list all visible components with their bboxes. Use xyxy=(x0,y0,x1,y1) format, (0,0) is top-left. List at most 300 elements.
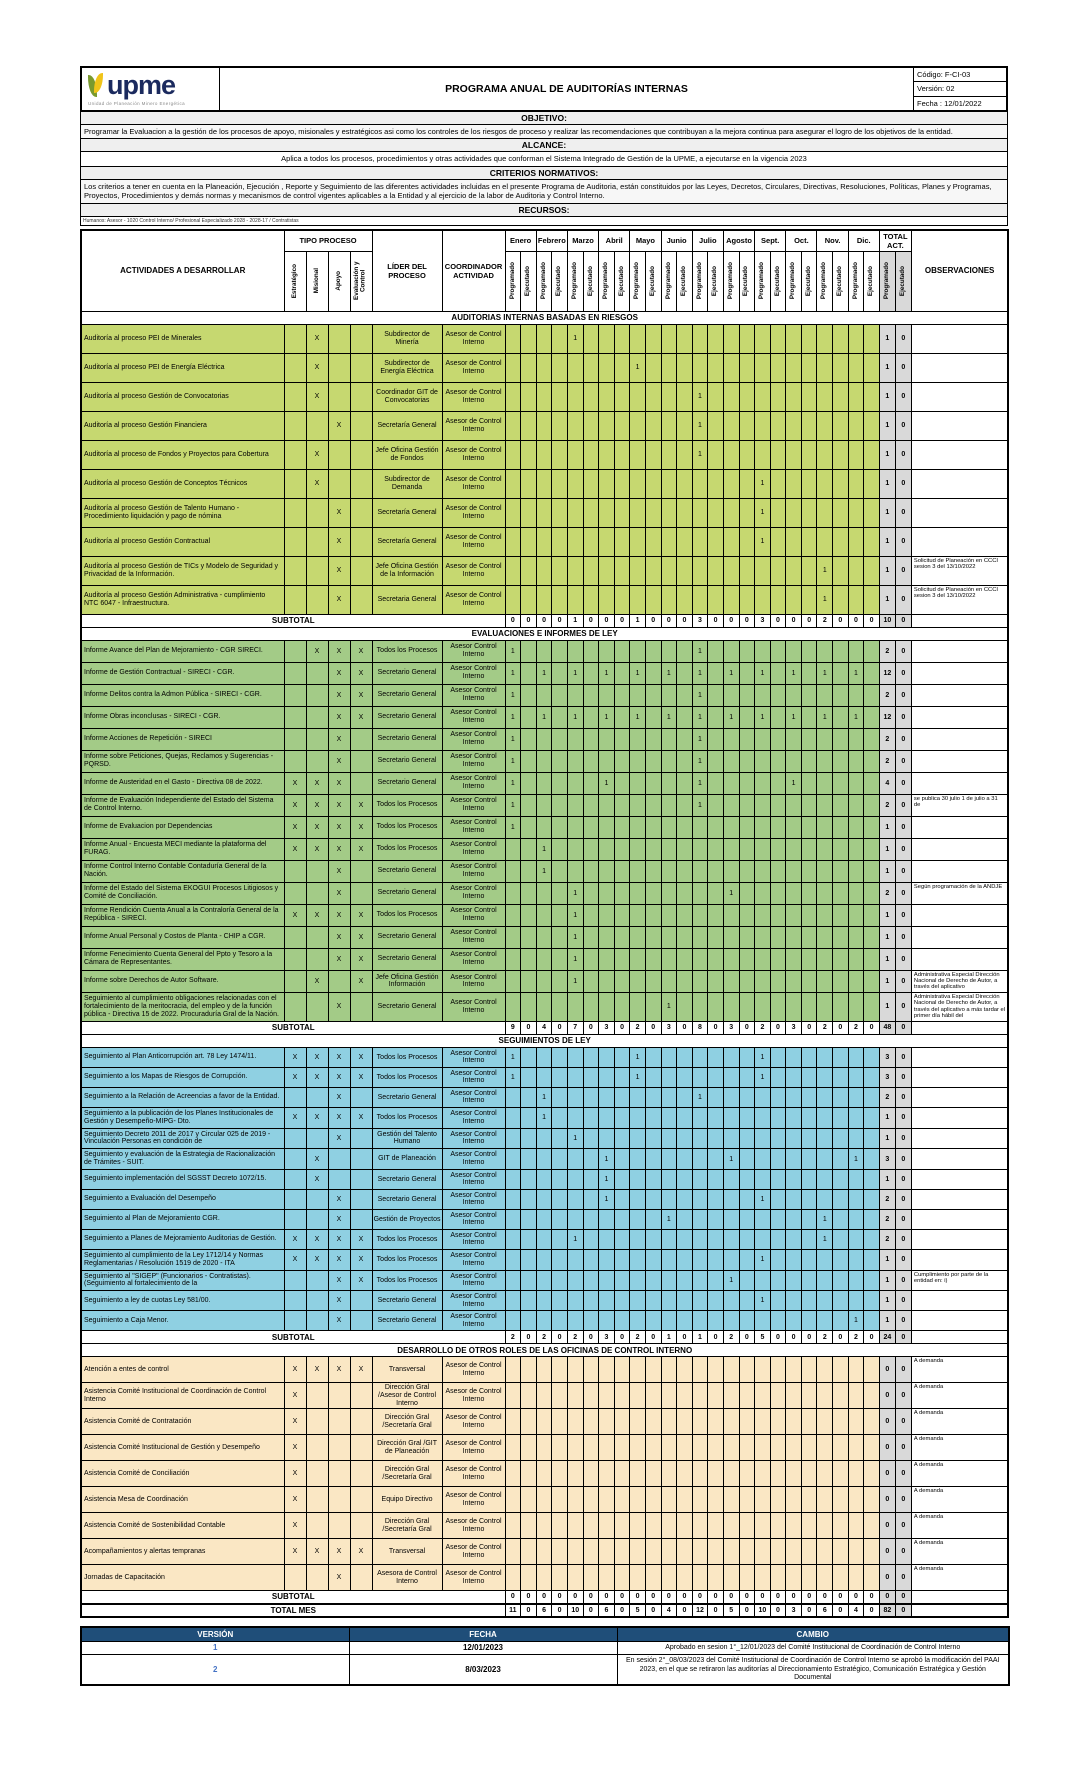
month-5-ejecutado-cell xyxy=(645,1435,661,1461)
month-8-ejecutado-cell xyxy=(739,970,755,992)
tipo-cell-4 xyxy=(350,556,372,585)
month-1-ejecutado-cell xyxy=(521,1291,537,1311)
month-2-programado-cell xyxy=(536,948,552,970)
month-3-ejecutado-cell xyxy=(583,1291,599,1311)
month-10-ejecutado-cell xyxy=(801,1270,817,1291)
month-7-ejecutado-cell xyxy=(708,1087,724,1107)
month-10-ejecutado-cell xyxy=(801,1291,817,1311)
observaciones-cell xyxy=(911,498,1008,527)
month-6-programado-cell xyxy=(661,1047,677,1067)
month-9-programado-cell xyxy=(755,794,771,816)
month-4-programado-cell xyxy=(599,1539,615,1565)
month-6-ejecutado-cell xyxy=(677,1189,693,1209)
month-11-programado-cell xyxy=(817,1513,833,1539)
table-row xyxy=(81,1513,1008,1539)
table-row xyxy=(81,992,1008,1021)
total-programado-cell: 1 xyxy=(879,440,895,469)
month-4-ejecutado-cell xyxy=(614,706,630,728)
month-2-ejecutado-cell xyxy=(552,794,568,816)
month-10-programado-cell xyxy=(786,1067,802,1087)
month-12-ejecutado-cell xyxy=(864,1209,880,1229)
month-11-programado-cell xyxy=(817,1311,833,1331)
month-7-programado-cell xyxy=(692,948,708,970)
tipo-cell-2 xyxy=(306,585,328,614)
month-3-ejecutado-cell xyxy=(583,816,599,838)
activity-cell: Seguimiento a la Relación de Acreencias a favor de la Entidad. xyxy=(81,1087,284,1107)
month-8-programado-cell xyxy=(723,1229,739,1249)
month-9-programado-cell: 1 xyxy=(755,1189,771,1209)
tipo-cell-4: X xyxy=(350,816,372,838)
coordinador-cell: Asesor de Control Interno xyxy=(442,324,505,353)
table-row xyxy=(81,1565,1008,1591)
table-row xyxy=(81,527,1008,556)
month-2-ejecutado-cell xyxy=(552,1067,568,1087)
month-9-ejecutado-cell xyxy=(770,1087,786,1107)
month-1-ejecutado-cell xyxy=(521,382,537,411)
month-4-programado-cell xyxy=(599,1409,615,1435)
activity-cell: Informe de Evaluación Independiente del Estado del Sistema de Control Interno. xyxy=(81,794,284,816)
month-12-programado-cell: 1 xyxy=(848,1149,864,1170)
month-6-programado-cell xyxy=(661,1409,677,1435)
total-programado-cell: 2 xyxy=(879,794,895,816)
month-1-programado-cell xyxy=(505,1565,521,1591)
total-ejecutado-cell: 0 xyxy=(895,1539,911,1565)
activity-cell: Auditoría al proceso Gestión de Convocatorias xyxy=(81,382,284,411)
month-10-programado-cell xyxy=(786,728,802,750)
month-2-ejecutado-cell xyxy=(552,324,568,353)
month-2-programado-cell xyxy=(536,1149,552,1170)
month-11-programado-cell: 1 xyxy=(817,662,833,684)
month-3-ejecutado-cell xyxy=(583,904,599,926)
activity-cell: Jornadas de Capacitación xyxy=(81,1565,284,1591)
month-2-programado-cell: 1 xyxy=(536,706,552,728)
tipo-cell-4 xyxy=(350,992,372,1021)
table-row xyxy=(81,838,1008,860)
lider-cell: Secretario General xyxy=(372,1169,442,1189)
month-8-programado-cell xyxy=(723,948,739,970)
month-7-programado-cell: 1 xyxy=(692,750,708,772)
month-12-ejecutado-cell xyxy=(864,411,880,440)
month-6-programado-cell xyxy=(661,860,677,882)
tipo-cell-4: X xyxy=(350,1357,372,1383)
month-5-programado-cell xyxy=(630,1128,646,1149)
tipo-cell-2: X xyxy=(306,1539,328,1565)
month-4-programado-cell xyxy=(599,684,615,706)
month-4-programado-cell xyxy=(599,411,615,440)
month-4-ejecutado-cell xyxy=(614,1107,630,1128)
col-header-tipo-4-label: Evaluación y Control xyxy=(353,261,368,301)
month-12-ejecutado-cell xyxy=(864,1461,880,1487)
month-7-ejecutado-cell xyxy=(708,640,724,662)
month-12-programado-cell xyxy=(848,992,864,1021)
month-3-ejecutado-cell xyxy=(583,926,599,948)
month-1-programado-cell xyxy=(505,904,521,926)
month-12-programado-cell xyxy=(848,1270,864,1291)
table-row xyxy=(81,1087,1008,1107)
coordinador-cell: Asesor Control Interno xyxy=(442,684,505,706)
lider-cell: Todos los Procesos xyxy=(372,816,442,838)
month-12-programado-cell xyxy=(848,324,864,353)
total-ejecutado-cell: 0 xyxy=(895,1169,911,1189)
month-11-ejecutado-cell xyxy=(833,706,849,728)
month-4-programado-cell xyxy=(599,440,615,469)
month-8-programado-cell xyxy=(723,1513,739,1539)
month-12-programado-cell xyxy=(848,1461,864,1487)
month-8-programado-cell xyxy=(723,382,739,411)
total-programado-cell: 1 xyxy=(879,1107,895,1128)
month-8-ejecutado-cell xyxy=(739,1067,755,1087)
month-11-programado-cell xyxy=(817,860,833,882)
total-ejecutado-cell: 0 xyxy=(895,640,911,662)
subtotal-value: 0 xyxy=(723,614,739,627)
month-3-programado-cell xyxy=(567,1107,583,1128)
tipo-cell-4 xyxy=(350,1311,372,1331)
month-10-programado-cell: 1 xyxy=(786,662,802,684)
subtotal-label: SUBTOTAL xyxy=(81,1021,505,1034)
month-8-ejecutado-cell xyxy=(739,948,755,970)
month-4-programado-cell xyxy=(599,948,615,970)
month-10-ejecutado-cell xyxy=(801,706,817,728)
tipo-cell-2 xyxy=(306,411,328,440)
month-8-ejecutado-cell xyxy=(739,527,755,556)
month-12-programado-cell xyxy=(848,1357,864,1383)
month-12-programado-cell xyxy=(848,1291,864,1311)
total-ejecutado-cell: 0 xyxy=(895,750,911,772)
tipo-cell-3: X xyxy=(328,794,350,816)
month-5-ejecutado-cell xyxy=(645,1128,661,1149)
month-5-programado xyxy=(630,251,646,311)
tipo-cell-1: X xyxy=(284,1487,306,1513)
month-3-programado-cell: 1 xyxy=(567,948,583,970)
observaciones-cell xyxy=(911,411,1008,440)
subtotal-value: 0 xyxy=(770,1591,786,1604)
month-4-programado-cell xyxy=(599,1107,615,1128)
objetivo-text: Programar la Evaluacion a la gestión de los procesos de apoyo, misionales y estratégicos asi como los controles de los riesgos de proceso y realizar las recomendaciones que contribuyan a la mejora continua para asegurar el logro de los objetivos de la entidad. xyxy=(80,125,1008,139)
month-4-programado-cell xyxy=(599,353,615,382)
month-10-programado-cell xyxy=(786,926,802,948)
month-9-ejecutado-cell xyxy=(770,882,786,904)
month-5-programado-cell xyxy=(630,1539,646,1565)
subtotal-value: 0 xyxy=(630,1591,646,1604)
month-3-ejecutado-cell xyxy=(583,469,599,498)
month-3-programado-cell xyxy=(567,1565,583,1591)
subtotal-value: 0 xyxy=(583,1591,599,1604)
month-5-programado-cell xyxy=(630,1409,646,1435)
month-8-ejecutado-cell xyxy=(739,469,755,498)
month-3-programado-cell xyxy=(567,1169,583,1189)
coordinador-cell: Asesor de Control Interno xyxy=(442,556,505,585)
month-10-programado-cell xyxy=(786,1209,802,1229)
month-6-programado-cell xyxy=(661,948,677,970)
tipo-cell-4 xyxy=(350,527,372,556)
month-7-programado-cell: 1 xyxy=(692,440,708,469)
month-4-programado-cell xyxy=(599,556,615,585)
coordinador-cell: Asesor Control Interno xyxy=(442,1270,505,1291)
month-1-ejecutado-cell xyxy=(521,1229,537,1249)
tipo-cell-3 xyxy=(328,1149,350,1170)
total-programado-cell: 2 xyxy=(879,640,895,662)
audit-plan-table xyxy=(80,229,1009,1618)
lider-cell: Dirección Gral /Secretaría Gral xyxy=(372,1409,442,1435)
month-10-programado-cell xyxy=(786,882,802,904)
month-5-ejecutado-cell xyxy=(645,1107,661,1128)
month-4-ejecutado-cell xyxy=(614,1209,630,1229)
month-10-programado-cell xyxy=(786,794,802,816)
observaciones-cell xyxy=(911,469,1008,498)
tipo-cell-4 xyxy=(350,772,372,794)
total-mes-value: 0 xyxy=(708,1604,724,1617)
month-3-ejecutado-cell xyxy=(583,1107,599,1128)
month-9-programado xyxy=(755,251,771,311)
month-3-programado-cell xyxy=(567,1435,583,1461)
month-12-ejecutado-cell xyxy=(864,860,880,882)
total-programado-cell: 1 xyxy=(879,860,895,882)
month-2-programado-cell xyxy=(536,1409,552,1435)
observaciones-cell: A demanda xyxy=(911,1539,1008,1565)
month-2-programado-cell xyxy=(536,469,552,498)
total-ejecutado-cell: 0 xyxy=(895,1461,911,1487)
month-10-ejecutado-cell xyxy=(801,1249,817,1270)
activity-cell: Auditoría al proceso Gestión de Conceptos Técnicos xyxy=(81,469,284,498)
subtotal-value: 0 xyxy=(739,614,755,627)
month-11-programado-cell xyxy=(817,1169,833,1189)
month-7-ejecutado-cell xyxy=(708,1513,724,1539)
total-programado-cell: 1 xyxy=(879,585,895,614)
coordinador-cell: Asesor de Control Interno xyxy=(442,1383,505,1409)
month-5-ejecutado-cell xyxy=(645,353,661,382)
month-11-programado-cell xyxy=(817,1291,833,1311)
col-header-month-1: Enero xyxy=(505,230,536,252)
month-3-ejecutado-cell xyxy=(583,440,599,469)
total-mes-value: 10 xyxy=(755,1604,771,1617)
month-10-programado-cell xyxy=(786,1539,802,1565)
lider-cell: Secretario General xyxy=(372,662,442,684)
month-11-programado-cell xyxy=(817,527,833,556)
month-11-ejecutado-cell xyxy=(833,1311,849,1331)
subtotal-value: 0 xyxy=(833,1591,849,1604)
total-programado-cell: 1 xyxy=(879,527,895,556)
version-col-header-3: CAMBIO xyxy=(617,1627,1009,1642)
tipo-cell-1 xyxy=(284,382,306,411)
month-6-programado-cell xyxy=(661,1461,677,1487)
month-4-ejecutado-cell xyxy=(614,684,630,706)
lider-cell: Secretario General xyxy=(372,948,442,970)
month-4-ejecutado-cell xyxy=(614,353,630,382)
month-11-ejecutado-cell xyxy=(833,684,849,706)
month-2-ejecutado-cell xyxy=(552,706,568,728)
section-band-row xyxy=(81,627,1008,640)
lider-cell: Secretario General xyxy=(372,706,442,728)
month-6-ejecutado-cell xyxy=(677,706,693,728)
month-1-ejecutado-cell xyxy=(521,469,537,498)
coordinador-cell: Asesor Control Interno xyxy=(442,904,505,926)
observaciones-cell xyxy=(911,948,1008,970)
version-header-row xyxy=(81,1627,1009,1642)
month-12-programado-cell xyxy=(848,882,864,904)
month-3-programado-cell xyxy=(567,640,583,662)
month-5-programado-cell xyxy=(630,1209,646,1229)
month-8-programado-cell xyxy=(723,1435,739,1461)
tipo-cell-1 xyxy=(284,640,306,662)
coordinador-cell: Asesor Control Interno xyxy=(442,1249,505,1270)
tipo-cell-3: X xyxy=(328,527,350,556)
observaciones-cell xyxy=(911,1189,1008,1209)
month-11-programado-cell xyxy=(817,1539,833,1565)
month-1-programado-cell xyxy=(505,324,521,353)
month-11-programado-cell xyxy=(817,469,833,498)
month-8-ejecutado-cell xyxy=(739,324,755,353)
month-2-ejecutado-cell xyxy=(552,556,568,585)
observaciones-cell: Cumplimiento por parte de la entidad en: i) xyxy=(911,1270,1008,1291)
tipo-cell-4: X xyxy=(350,1229,372,1249)
total-programado-cell: 1 xyxy=(879,926,895,948)
subtotal-value: 0 xyxy=(755,1591,771,1604)
month-10-programado-cell xyxy=(786,1461,802,1487)
total-mes-value: 11 xyxy=(505,1604,521,1617)
total-ejecutado-cell: 0 xyxy=(895,353,911,382)
lider-cell: Jefe Oficina Gestión de Fondos xyxy=(372,440,442,469)
month-6-programado-cell xyxy=(661,1291,677,1311)
month-6-ejecutado-cell xyxy=(677,750,693,772)
month-12-ejecutado-cell xyxy=(864,1189,880,1209)
month-1-ejecutado-cell xyxy=(521,728,537,750)
month-2-ejecutado-cell xyxy=(552,772,568,794)
month-12-ejecutado-cell xyxy=(864,382,880,411)
month-6-programado-cell xyxy=(661,527,677,556)
total-programado-cell: 1 xyxy=(879,1169,895,1189)
month-12-programado-cell xyxy=(848,838,864,860)
month-10-programado-cell xyxy=(786,640,802,662)
month-7-programado-cell xyxy=(692,838,708,860)
month-4-ejecutado-cell xyxy=(614,324,630,353)
month-11-programado-cell: 1 xyxy=(817,585,833,614)
observaciones-cell: A demanda xyxy=(911,1487,1008,1513)
month-12-ejecutado-cell xyxy=(864,1087,880,1107)
month-10-ejecutado-cell xyxy=(801,970,817,992)
coordinador-cell: Asesor de Control Interno xyxy=(442,1565,505,1591)
month-9-programado-cell xyxy=(755,816,771,838)
month-2-ejecutado-cell xyxy=(552,728,568,750)
month-3-ejecutado-cell xyxy=(583,1487,599,1513)
month-1-ejecutado-cell xyxy=(521,1128,537,1149)
month-3-programado-cell xyxy=(567,794,583,816)
lider-cell: Todos los Procesos xyxy=(372,904,442,926)
month-1-ejecutado-cell xyxy=(521,1513,537,1539)
month-11-ejecutado-cell xyxy=(833,816,849,838)
tipo-cell-2 xyxy=(306,1409,328,1435)
month-3-ejecutado-cell xyxy=(583,706,599,728)
month-1-programado-cell: 1 xyxy=(505,816,521,838)
table-row xyxy=(81,1311,1008,1331)
month-12-programado-cell xyxy=(848,382,864,411)
tipo-cell-3: X xyxy=(328,1209,350,1229)
month-8-programado-cell xyxy=(723,904,739,926)
subtotal-observaciones xyxy=(911,1591,1008,1604)
month-2-programado-cell xyxy=(536,1461,552,1487)
month-3-ejecutado-cell xyxy=(583,1513,599,1539)
month-1-ejecutado-cell xyxy=(521,838,537,860)
month-6-programado-cell xyxy=(661,353,677,382)
month-5-ejecutado-cell xyxy=(645,469,661,498)
subtotal-value: 0 xyxy=(536,614,552,627)
month-7-ejecutado-cell xyxy=(708,838,724,860)
month-5-ejecutado-cell xyxy=(645,904,661,926)
month-8-ejecutado-cell xyxy=(739,662,755,684)
month-5-programado-cell xyxy=(630,1461,646,1487)
month-1-programado-cell xyxy=(505,992,521,1021)
month-4-ejecutado-cell xyxy=(614,728,630,750)
month-1-programado-cell xyxy=(505,926,521,948)
month-5-ejecutado-cell xyxy=(645,1461,661,1487)
month-9-ejecutado-cell xyxy=(770,1149,786,1170)
month-5-ejecutado-cell xyxy=(645,926,661,948)
month-8-programado-cell: 1 xyxy=(723,882,739,904)
month-8-programado-cell xyxy=(723,1087,739,1107)
month-6-programado-cell xyxy=(661,1435,677,1461)
month-7-programado-cell: 1 xyxy=(692,772,708,794)
month-10-ejecutado-cell xyxy=(801,1383,817,1409)
month-6-programado-cell: 1 xyxy=(661,662,677,684)
month-5-programado-cell xyxy=(630,1565,646,1591)
month-9-programado-cell xyxy=(755,838,771,860)
month-4-ejecutado-cell xyxy=(614,1357,630,1383)
month-11-ejecutado-cell xyxy=(833,1087,849,1107)
table-row xyxy=(81,411,1008,440)
tipo-cell-1: X xyxy=(284,1249,306,1270)
coordinador-cell: Asesor Control Interno xyxy=(442,750,505,772)
month-2-programado xyxy=(536,251,552,311)
month-11-programado-cell: 1 xyxy=(817,706,833,728)
coordinador-cell: Asesor Control Interno xyxy=(442,1229,505,1249)
total-programado-cell: 1 xyxy=(879,353,895,382)
tipo-cell-2 xyxy=(306,1461,328,1487)
month-11-programado-cell xyxy=(817,1087,833,1107)
month-5-programado-cell xyxy=(630,794,646,816)
month-9-ejecutado-cell xyxy=(770,1128,786,1149)
month-7-programado-cell xyxy=(692,1249,708,1270)
total-programado-cell: 1 xyxy=(879,838,895,860)
month-6-programado-cell: 1 xyxy=(661,992,677,1021)
month-11-ejecutado-cell xyxy=(833,1513,849,1539)
month-10-ejecutado-cell xyxy=(801,1107,817,1128)
month-1-ejecutado-cell xyxy=(521,772,537,794)
month-3-ejecutado-cell xyxy=(583,640,599,662)
month-4-programado-cell xyxy=(599,1383,615,1409)
total-ejecutado-cell: 0 xyxy=(895,948,911,970)
month-6-programado-cell xyxy=(661,1249,677,1270)
month-6-ejecutado-cell xyxy=(677,1249,693,1270)
section-band-row xyxy=(81,311,1008,324)
month-2-ejecutado-cell xyxy=(552,1209,568,1229)
month-9-programado-cell xyxy=(755,1149,771,1170)
month-12-programado-cell xyxy=(848,1249,864,1270)
subtotal-value: 5 xyxy=(755,1331,771,1344)
month-4-ejecutado-cell xyxy=(614,1087,630,1107)
month-5-ejecutado-cell xyxy=(645,1169,661,1189)
tipo-cell-4: X xyxy=(350,948,372,970)
tipo-cell-1: X xyxy=(284,772,306,794)
month-3-programado-cell xyxy=(567,440,583,469)
month-3-ejecutado-cell xyxy=(583,1270,599,1291)
month-3-programado-cell xyxy=(567,684,583,706)
month-5-programado-cell xyxy=(630,992,646,1021)
activity-cell: Asistencia Comité de Sostenibilidad Contable xyxy=(81,1513,284,1539)
month-6-ejecutado-cell xyxy=(677,992,693,1021)
observaciones-cell xyxy=(911,1169,1008,1189)
total-programado-cell: 2 xyxy=(879,882,895,904)
month-9-ejecutado-cell xyxy=(770,684,786,706)
tipo-cell-2: X xyxy=(306,382,328,411)
